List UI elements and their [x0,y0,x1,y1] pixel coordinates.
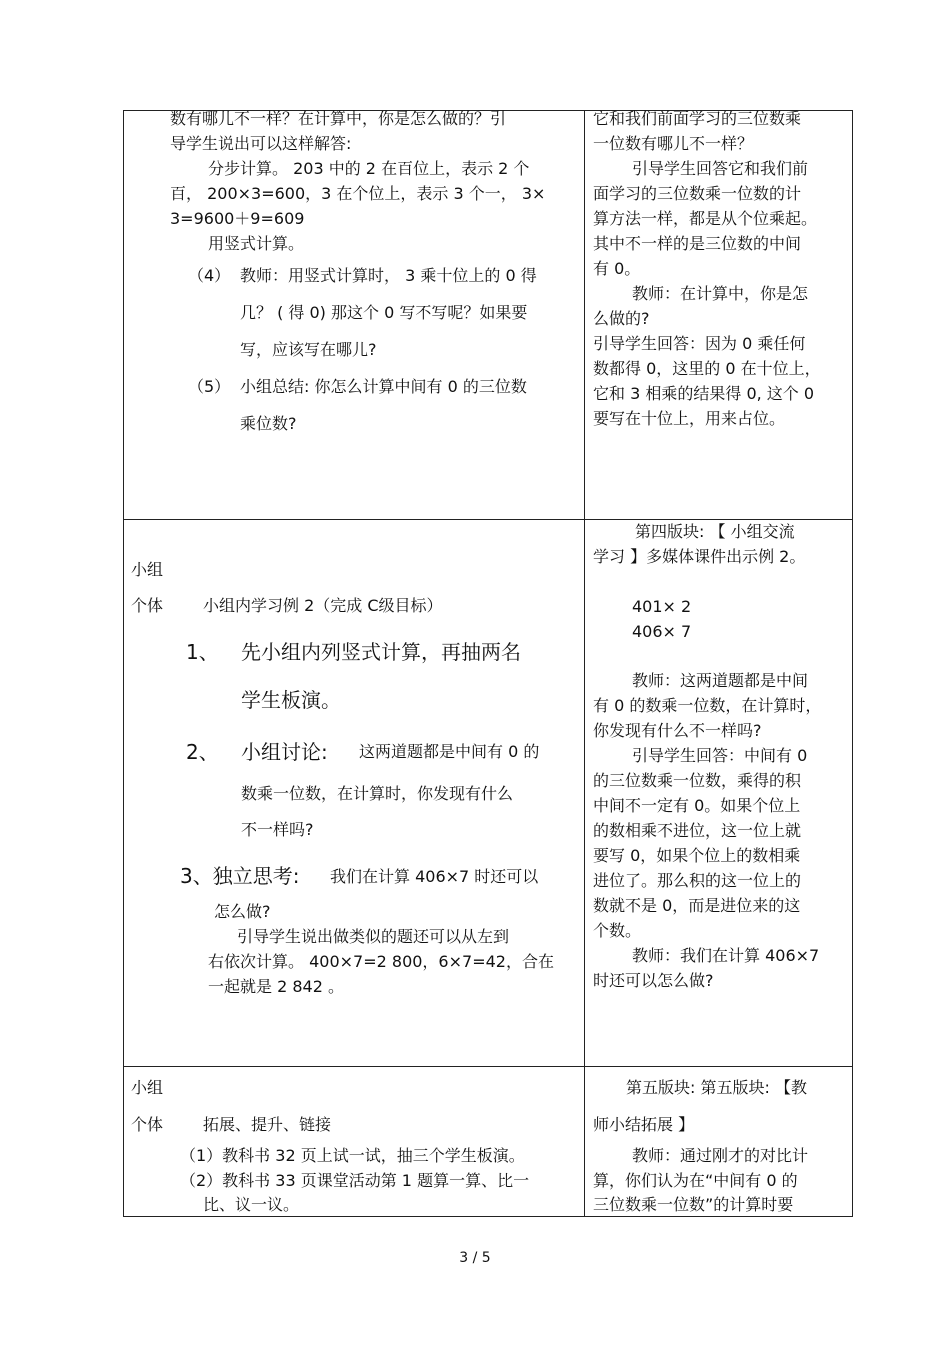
row1-left-number: （4） [188,266,231,285]
row3-right-line: 算，你们认为在“中间有 0 的 [593,1171,798,1190]
row3-right-line: 教师：通过刚才的对比计 [632,1146,809,1165]
row1-left-line: 分步计算。 203 中的 2 在百位上，表示 2 个 [208,159,530,178]
row1-right-line: 引导学生回答：因为 0 乘任何 [593,334,806,353]
row3-left-label: 个体 [131,1115,164,1134]
row2-left-heading: 3、独立思考: [180,864,300,888]
row1-left-line: 几？ ( 得 0) 那这个 0 写不写呢？如果要 [240,303,528,322]
row1-left-line: 数有哪儿不一样？在计算中，你是怎么做的？引 [170,109,507,128]
row2-right-line: 教师：我们在计算 406×7 [632,946,820,965]
row1-right-line: 它和我们前面学习的三位数乘 [593,109,802,128]
row1-left-line: 导学生说出可以这样解答: [170,134,352,153]
row1-right-line: 教师：在计算中，你是怎 [632,284,809,303]
row2-left-line: 先小组内列竖式计算，再抽两名 [241,640,521,664]
row2-right-line: 要写 0，如果个位上的数相乘 [593,846,801,865]
row2-left-line: 右依次计算。 400×7=2 800，6×7=42，合在 [208,952,554,971]
row1-right-line: 有 0。 [593,259,641,278]
table-row-divider-2 [123,1066,853,1067]
row2-left-line: 引导学生说出做类似的题还可以从左到 [237,927,510,946]
row2-right-line: 进位了。那么积的这一位上的 [593,871,802,890]
row2-left-label: 个体 [131,596,164,615]
table-column-divider [584,110,585,1217]
row2-left-line: 不一样吗? [241,820,314,839]
row2-left-line: 小组内学习例 2（完成 C级目标） [203,596,443,615]
row2-right-line: 406× 7 [632,622,692,641]
row1-left-line: 乘位数? [240,414,297,433]
row2-right-line: 中间不一定有 0。如果个位上 [593,796,801,815]
row2-right-line: 学习 】多媒体课件出示例 2。 [593,547,806,566]
row2-left-line: 怎么做? [214,902,271,921]
page-number: 3 / 5 [459,1250,491,1266]
table-border-left [123,110,124,1217]
row2-left-number: 1、 [186,640,219,664]
row1-left-line: 小组总结: 你怎么计算中间有 0 的三位数 [240,377,527,396]
row2-left-number: 2、 [186,740,219,764]
row2-right-line: 时还可以怎么做? [593,971,714,990]
row1-right-line: 面学习的三位数乘一位数的计 [593,184,802,203]
row2-right-line: 第四版块: 【 小组交流 [635,522,795,541]
row3-right-line: 第五版块: 第五版块: 【教 [626,1078,807,1097]
row2-right-line: 引导学生回答：中间有 0 [632,746,808,765]
row1-left-line: 写，应该写在哪儿? [240,340,377,359]
row2-right-line: 有 0 的数乘一位数，在计算时， [593,696,822,715]
table-border-bottom [123,1216,853,1217]
row1-left-line: 用竖式计算。 [208,234,305,253]
row3-left-label: 小组 [131,1078,164,1097]
row1-right-line: 它和 3 相乘的结果得 0, 这个 0 [593,384,815,403]
row1-right-line: 算方法一样，都是从个位乘起。 [593,209,818,228]
row1-left-number: （5） [188,377,231,396]
table-border-right [852,110,853,1217]
row1-right-line: 数都得 0，这里的 0 在十位上， [593,359,821,378]
row2-right-line: 个数。 [593,921,642,940]
row1-right-line: 一位数有哪儿不一样？ [593,134,754,153]
row2-right-line: 的三位数乘一位数，乘得的积 [593,771,802,790]
row3-left-line: （2）教科书 33 页课堂活动第 1 题算一算、比一 [180,1171,530,1190]
row3-left-line: （1）教科书 32 页上试一试，抽三个学生板演。 [180,1146,525,1165]
row2-right-line: 你发现有什么不一样吗? [593,721,762,740]
row3-right-line: 三位数乘一位数”的计算时要 [593,1195,794,1214]
row2-left-line: 学生板演。 [241,688,341,712]
row2-left-line: 这两道题都是中间有 0 的 [359,742,540,761]
row2-left-line: 一起就是 2 842 。 [208,977,344,996]
row1-left-line: 百， 200×3=600，3 在个位上，表示 3 个一， 3× [170,184,546,203]
table-row-divider-1 [123,519,853,520]
row3-right-line: 师小结拓展 】 [593,1115,695,1134]
row1-right-line: 要写在十位上，用来占位。 [593,409,786,428]
row2-left-line: 数乘一位数，在计算时，你发现有什么 [241,784,514,803]
row2-right-line: 401× 2 [632,597,692,616]
row1-right-line: 其中不一样的是三位数的中间 [593,234,802,253]
row2-right-line: 的数相乘不进位，这一位上就 [593,821,802,840]
row2-left-label: 小组 [131,560,164,579]
row3-left-line: 拓展、提升、链接 [203,1115,332,1134]
row2-right-line: 数就不是 0，而是进位来的这 [593,896,801,915]
row1-left-line: 3=9600＋9=609 [170,209,305,228]
row2-left-line: 我们在计算 406×7 时还可以 [330,867,539,886]
row1-right-line: 么做的? [593,309,650,328]
row2-right-line: 教师：这两道题都是中间 [632,671,809,690]
row1-left-line: 教师：用竖式计算时， 3 乘十位上的 0 得 [240,266,537,285]
row1-right-line: 引导学生回答它和我们前 [632,159,809,178]
row2-left-line: 小组讨论: [241,740,328,764]
row3-left-line: 比、议一议。 [203,1195,300,1214]
